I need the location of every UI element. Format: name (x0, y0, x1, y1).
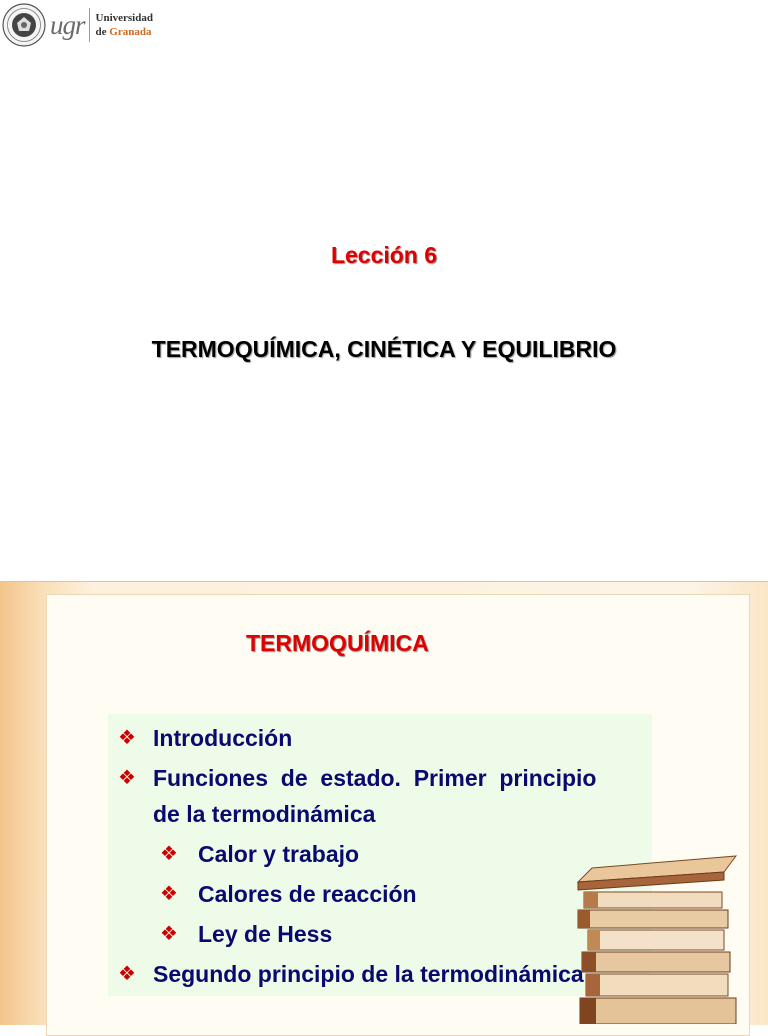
logo-divider (89, 8, 90, 42)
diamond-bullet-icon: ❖ (118, 767, 136, 789)
diamond-bullet-icon: ❖ (160, 883, 178, 905)
logo-mark: ugr (50, 9, 85, 40)
slide-title: TERMOQUÍMICA, CINÉTICA Y EQUILIBRIO (151, 336, 617, 362)
list-item-continuation: de la termodinámica (153, 801, 376, 827)
list-subitem: Ley de Hess (198, 921, 333, 947)
list-subitem: Calores de reacción (198, 881, 417, 907)
diamond-bullet-icon: ❖ (160, 843, 178, 865)
list-subitem: Calor y trabajo (198, 841, 360, 867)
list-item: Funciones de estado. Primer principio (153, 765, 597, 791)
list-item: Segundo principio de la termodinámica (153, 961, 584, 987)
university-seal-icon (2, 3, 46, 47)
logo-line-2-name: Granada (109, 26, 152, 38)
section-title: TERMOQUÍMICA (246, 630, 429, 656)
lesson-heading: Lección 6 (330, 242, 438, 268)
diamond-bullet-icon: ❖ (160, 923, 178, 945)
logo-line-1: Universidad (95, 12, 153, 24)
logo-text (96, 11, 153, 39)
logo-line-2-prefix: de (95, 26, 107, 38)
university-logo (2, 2, 153, 48)
topic-list-box (108, 714, 652, 996)
list-item: Introducción (153, 725, 293, 751)
diamond-bullet-icon: ❖ (118, 727, 136, 749)
books-stack-icon (574, 848, 744, 1024)
logo-line-2 (96, 25, 153, 39)
diamond-bullet-icon: ❖ (118, 963, 136, 985)
